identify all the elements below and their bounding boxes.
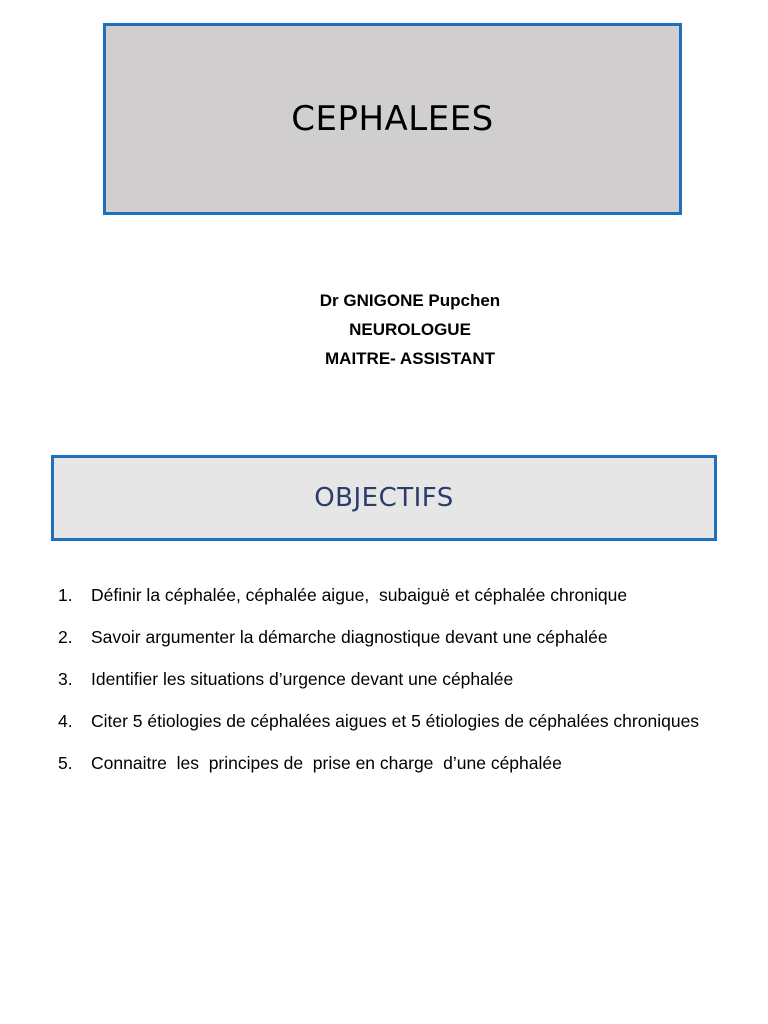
- author-name: Dr GNIGONE Pupchen: [319, 291, 501, 310]
- objective-item: [58, 578, 718, 613]
- objective-number: 5.: [58, 753, 73, 773]
- title-box: [103, 23, 682, 215]
- objective-item: [58, 662, 718, 697]
- objective-number: 4.: [58, 711, 73, 731]
- objectives-heading: OBJECTIFS: [314, 483, 454, 513]
- objective-text: Définir la céphalée, céphalée aigue, subaiguë et céphalée chronique: [91, 585, 628, 605]
- author-position: MAITRE- ASSISTANT: [325, 349, 495, 368]
- objectives-heading-box: [51, 455, 717, 541]
- page-title: CEPHALEES: [291, 99, 494, 139]
- objective-text: Identifier les situations d’urgence devant une céphalée: [91, 669, 514, 689]
- objective-number: 1.: [58, 585, 73, 605]
- objective-number: 3.: [58, 669, 73, 689]
- objective-item: [58, 620, 718, 655]
- author-block: [200, 286, 620, 373]
- objective-number: 2.: [58, 627, 73, 647]
- objective-text: Connaitre les principes de prise en charge d’une céphalée: [91, 753, 562, 773]
- objective-item: [58, 746, 718, 781]
- objectives-list: [58, 578, 718, 788]
- objective-text: Citer 5 étiologies de céphalées aigues et 5 étiologies de céphalées chroniques: [91, 711, 700, 731]
- objective-item: [58, 704, 718, 739]
- objective-text: Savoir argumenter la démarche diagnostique devant une céphalée: [91, 627, 608, 647]
- author-specialty: NEUROLOGUE: [349, 320, 471, 339]
